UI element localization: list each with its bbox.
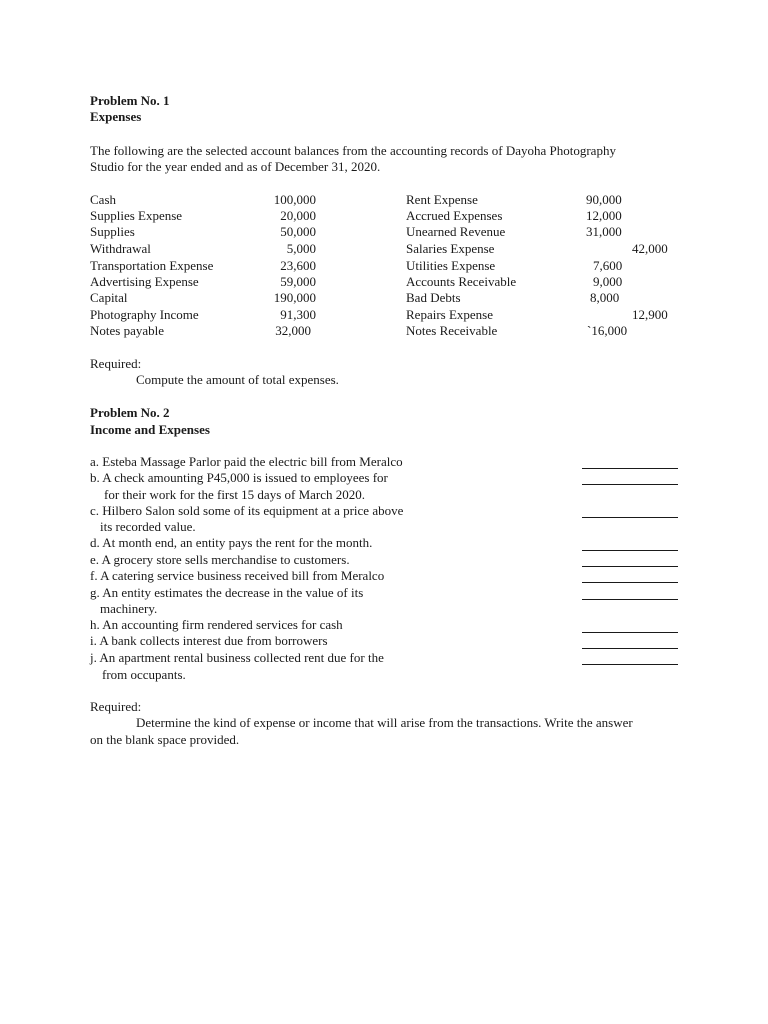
account-amount: 50,000 [280, 224, 316, 239]
list-item: c. Hilbero Salon sold some of its equipment at a price above [90, 503, 404, 518]
list-item: g. An entity estimates the decrease in the value of its [90, 585, 364, 600]
account-name: Transportation Expense [90, 258, 214, 273]
answer-blank[interactable] [582, 456, 678, 469]
list-item: j. An apartment rental business collected rent due for the [90, 650, 384, 665]
account-name: Supplies [90, 224, 135, 239]
list-item: h. An accounting firm rendered services for cash [90, 617, 343, 632]
problem1-subtitle: Expenses [90, 109, 142, 124]
account-amount: 23,600 [280, 258, 316, 273]
problem2-required-line2: on the blank space provided. [90, 732, 240, 747]
problem1-intro-line1: The following are the selected account balances from the accounting records of Dayoha Photography [90, 143, 616, 158]
account-name: Notes Receivable [406, 323, 498, 338]
list-item-continuation: for their work for the first 15 days of March 2020. [104, 487, 366, 502]
account-name: Accounts Receivable [406, 274, 517, 289]
account-amount: 32,000 [275, 323, 311, 338]
list-item: b. A check amounting P45,000 is issued to employees for [90, 470, 388, 485]
list-item-continuation: from occupants. [102, 667, 186, 682]
account-amount: 190,000 [273, 290, 316, 305]
account-amount: 7,600 [593, 258, 623, 273]
account-name: Rent Expense [406, 192, 478, 207]
account-name: Utilities Expense [406, 258, 496, 273]
account-name: Capital [90, 290, 128, 305]
answer-blank[interactable] [582, 538, 678, 551]
problem1-required-label: Required: [90, 356, 142, 371]
account-amount: 91,300 [280, 307, 316, 322]
account-name: Accrued Expenses [406, 208, 503, 223]
problem1-intro-line2: Studio for the year ended and as of December 31, 2020. [90, 159, 381, 174]
answer-blank[interactable] [582, 505, 678, 518]
account-amount: 90,000 [586, 192, 622, 207]
answer-blank[interactable] [582, 636, 678, 649]
account-amount: 42,000 [632, 241, 668, 256]
account-name: Notes payable [90, 323, 165, 338]
account-amount: `16,000 [587, 323, 628, 338]
list-item-continuation: its recorded value. [100, 519, 196, 534]
account-amount: 59,000 [280, 274, 316, 289]
problem2-required-label: Required: [90, 699, 142, 714]
problem2-subtitle: Income and Expenses [90, 422, 210, 437]
list-item: f. A catering service business received bill from Meralco [90, 568, 385, 583]
list-item: d. At month end, an entity pays the rent for the month. [90, 535, 373, 550]
account-amount: 100,000 [273, 192, 316, 207]
account-name: Bad Debts [406, 290, 461, 305]
account-name: Photography Income [90, 307, 199, 322]
list-item: e. A grocery store sells merchandise to customers. [90, 552, 350, 567]
list-item: a. Esteba Massage Parlor paid the electric bill from Meralco [90, 454, 403, 469]
account-amount: 12,900 [632, 307, 668, 322]
account-name: Repairs Expense [406, 307, 494, 322]
answer-blank[interactable] [582, 652, 678, 665]
list-item-continuation: machinery. [100, 601, 158, 616]
account-name: Salaries Expense [406, 241, 495, 256]
account-amount: 8,000 [590, 290, 620, 305]
answer-blank[interactable] [582, 587, 678, 600]
account-amount: 9,000 [593, 274, 623, 289]
answer-blank[interactable] [582, 570, 678, 583]
problem1-required-text: Compute the amount of total expenses. [136, 372, 339, 387]
answer-blank[interactable] [582, 554, 678, 567]
problem2-required-line1: Determine the kind of expense or income that will arise from the transactions. Write the answer [136, 715, 633, 730]
answer-blank[interactable] [582, 472, 678, 485]
answer-blank[interactable] [582, 620, 678, 633]
problem1-title: Problem No. 1 [90, 93, 170, 108]
problem2-title: Problem No. 2 [90, 405, 170, 420]
account-amount: 20,000 [280, 208, 316, 223]
account-name: Cash [90, 192, 116, 207]
account-name: Supplies Expense [90, 208, 183, 223]
account-amount: 31,000 [586, 224, 622, 239]
account-amount: 5,000 [286, 241, 316, 256]
account-name: Withdrawal [90, 241, 151, 256]
account-name: Advertising Expense [90, 274, 199, 289]
list-item: i. A bank collects interest due from borrowers [90, 633, 328, 648]
account-name: Unearned Revenue [406, 224, 506, 239]
account-amount: 12,000 [586, 208, 622, 223]
